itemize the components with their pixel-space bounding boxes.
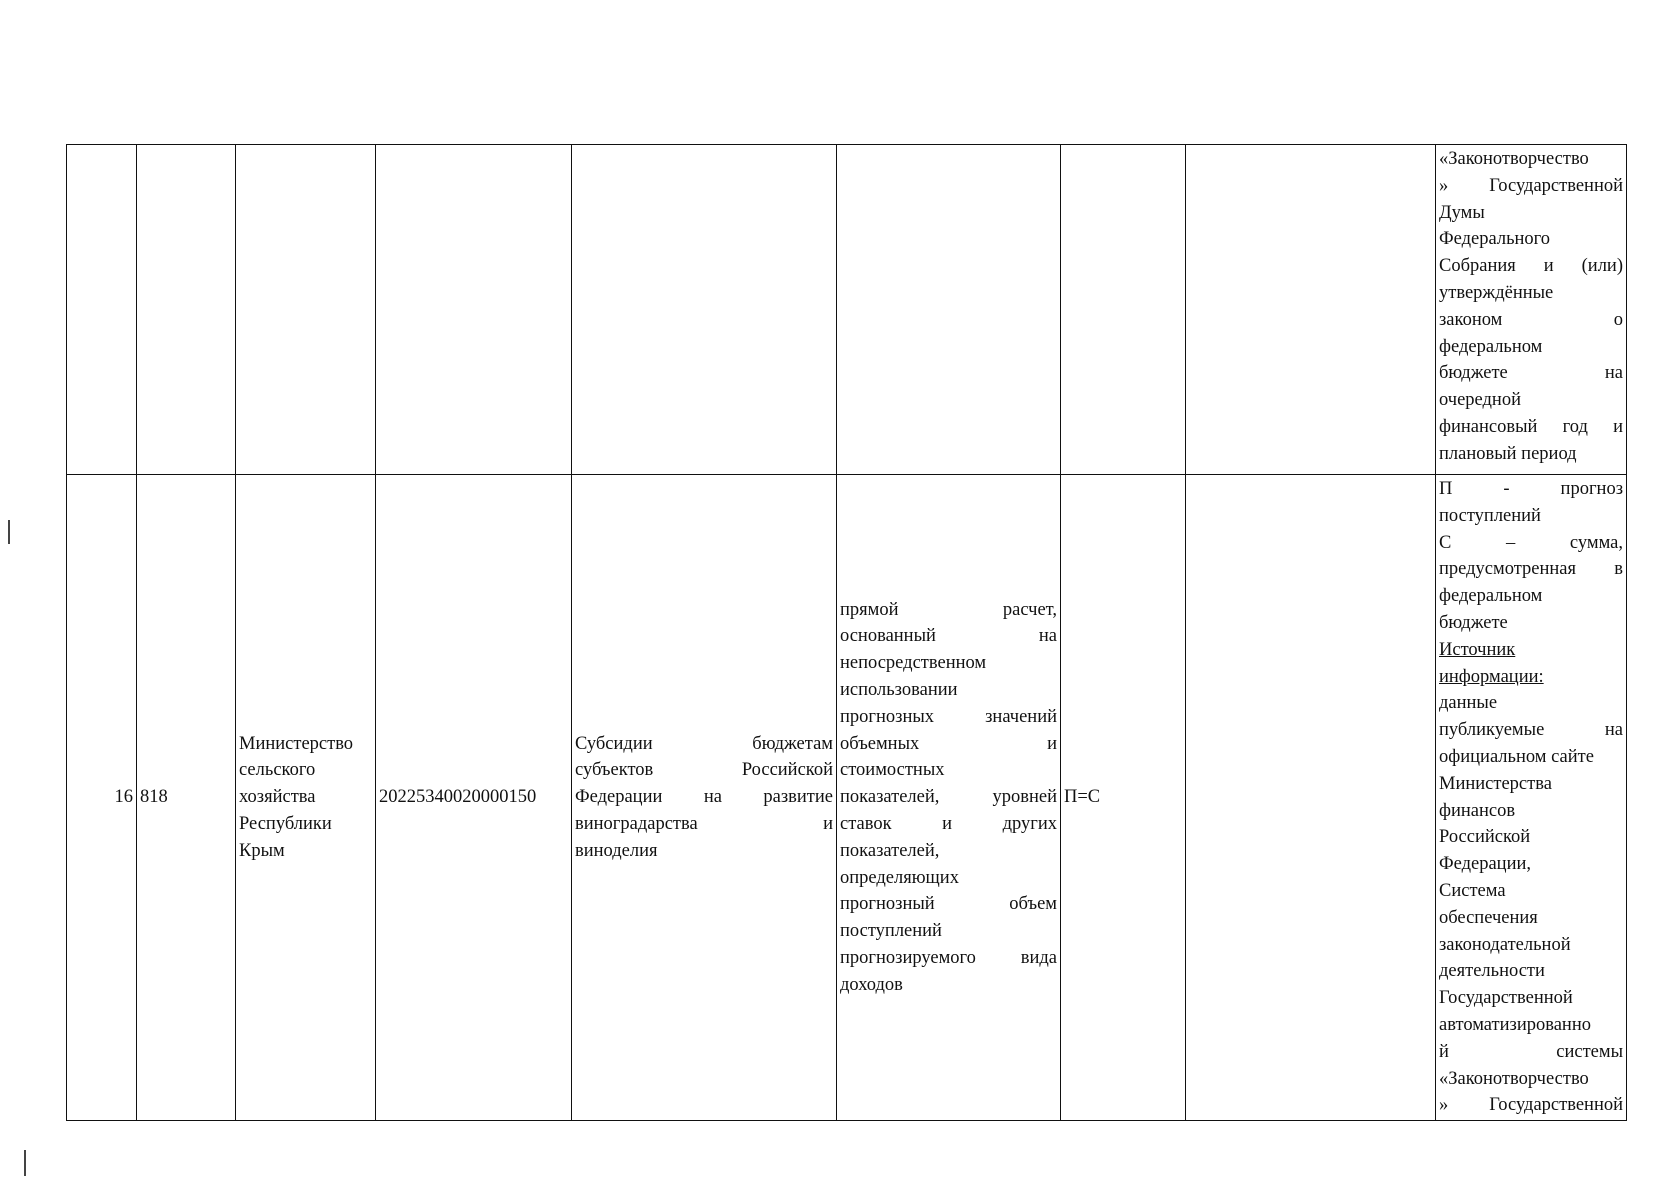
text-line: федеральном xyxy=(1439,586,1543,607)
admin-code-cell xyxy=(137,145,236,475)
text-line: С – сумма, xyxy=(1439,532,1623,553)
text-line: Республики xyxy=(239,813,332,834)
text-line: публикуемые на xyxy=(1439,720,1623,741)
text-line: » Государственной xyxy=(1439,1095,1623,1116)
formula-cell: П=С xyxy=(1061,475,1186,1121)
row-number-cell: 16 xyxy=(67,475,137,1121)
text-line: законом о xyxy=(1439,309,1623,330)
description-cell xyxy=(1436,475,1627,1121)
income-name-cell xyxy=(572,145,837,475)
text-line: «Законотворчество xyxy=(1439,1068,1589,1089)
text-line: автоматизированно xyxy=(1439,1014,1591,1035)
scan-mark xyxy=(8,520,10,544)
text-line: прогнозируемого вида xyxy=(840,947,1057,968)
text-line: Субсидии бюджетам xyxy=(575,733,833,754)
text-line: Крым xyxy=(239,840,285,861)
text-line: виноделия xyxy=(575,840,658,861)
text-line: прямой расчет, xyxy=(840,599,1057,620)
text-line: основанный на xyxy=(840,626,1057,647)
text-line: очередной xyxy=(1439,390,1521,411)
text-line: плановый период xyxy=(1439,443,1577,464)
text-line: показателей, xyxy=(840,840,940,861)
administrator-cell xyxy=(236,145,376,475)
text-line: хозяйства xyxy=(239,787,316,808)
text-line: П - прогноз xyxy=(1439,479,1623,499)
text-line: Федерального xyxy=(1439,229,1551,250)
text-line: доходов xyxy=(840,974,903,995)
text-line: поступлений xyxy=(840,921,942,942)
text-line: Система xyxy=(1439,880,1506,901)
text-line: Федерации, xyxy=(1439,854,1531,875)
scan-mark xyxy=(24,1150,26,1176)
text-line: федеральном xyxy=(1439,336,1543,357)
text-line: прогнозный объем xyxy=(840,894,1057,915)
text-line: Собрания и (или) xyxy=(1439,256,1623,277)
text-line: поступлений xyxy=(1439,505,1541,526)
text-line: обеспечения xyxy=(1439,907,1538,928)
text-line: стоимостных xyxy=(840,760,945,781)
table-row xyxy=(67,145,1627,475)
text-line: деятельности xyxy=(1439,961,1545,982)
text-line: объемных и xyxy=(840,733,1057,754)
text-line: прогнозных значений xyxy=(840,706,1057,727)
text-line: показателей, уровней xyxy=(840,787,1057,808)
text-line: субъектов Российской xyxy=(575,760,833,781)
text-line: виноградарства и xyxy=(575,813,833,834)
text-line: Министерство xyxy=(239,733,354,754)
text-line: Государственной xyxy=(1439,988,1573,1009)
kbk-cell xyxy=(376,145,572,475)
text-line: утверждённые xyxy=(1439,282,1554,303)
text-line: Федерации на развитие xyxy=(575,787,833,808)
text-line: Министерства xyxy=(1439,773,1552,794)
text-line: «Законотворчество xyxy=(1439,149,1589,169)
text-line: бюджете на xyxy=(1439,363,1623,384)
description-cell xyxy=(1436,145,1627,475)
text-line: данные xyxy=(1439,693,1498,714)
text-line: финансов xyxy=(1439,800,1516,821)
text-line: Думы xyxy=(1439,202,1485,223)
text-line: использовании xyxy=(840,679,958,700)
table-row xyxy=(67,475,1627,1121)
text-line: финансовый год и xyxy=(1439,416,1623,437)
income-name-cell xyxy=(572,475,837,1121)
text-line: законодательной xyxy=(1439,934,1571,955)
source-label: информации: xyxy=(1439,666,1544,687)
method-cell xyxy=(837,475,1061,1121)
method-cell xyxy=(837,145,1061,475)
text-line: предусмотренная в xyxy=(1439,559,1623,580)
algorithm-cell xyxy=(1186,145,1436,475)
text-line: определяющих xyxy=(840,867,959,888)
revenue-forecast-table xyxy=(66,144,1627,1121)
source-label: Источник xyxy=(1439,639,1516,660)
text-line: » Государственной xyxy=(1439,175,1623,196)
text-line: ставок и других xyxy=(840,813,1057,834)
text-line: Российской xyxy=(1439,827,1531,848)
text-line: й системы xyxy=(1439,1041,1623,1062)
administrator-cell xyxy=(236,475,376,1121)
admin-code-cell: 818 xyxy=(137,475,236,1121)
text-line: сельского xyxy=(239,760,316,781)
text-line: непосредственном xyxy=(840,653,987,674)
row-number-cell xyxy=(67,145,137,475)
algorithm-cell xyxy=(1186,475,1436,1121)
formula-cell xyxy=(1061,145,1186,475)
text-line: официальном сайте xyxy=(1439,746,1594,767)
text-line: бюджете xyxy=(1439,612,1508,633)
kbk-cell: 20225340020000150 xyxy=(376,475,572,1121)
